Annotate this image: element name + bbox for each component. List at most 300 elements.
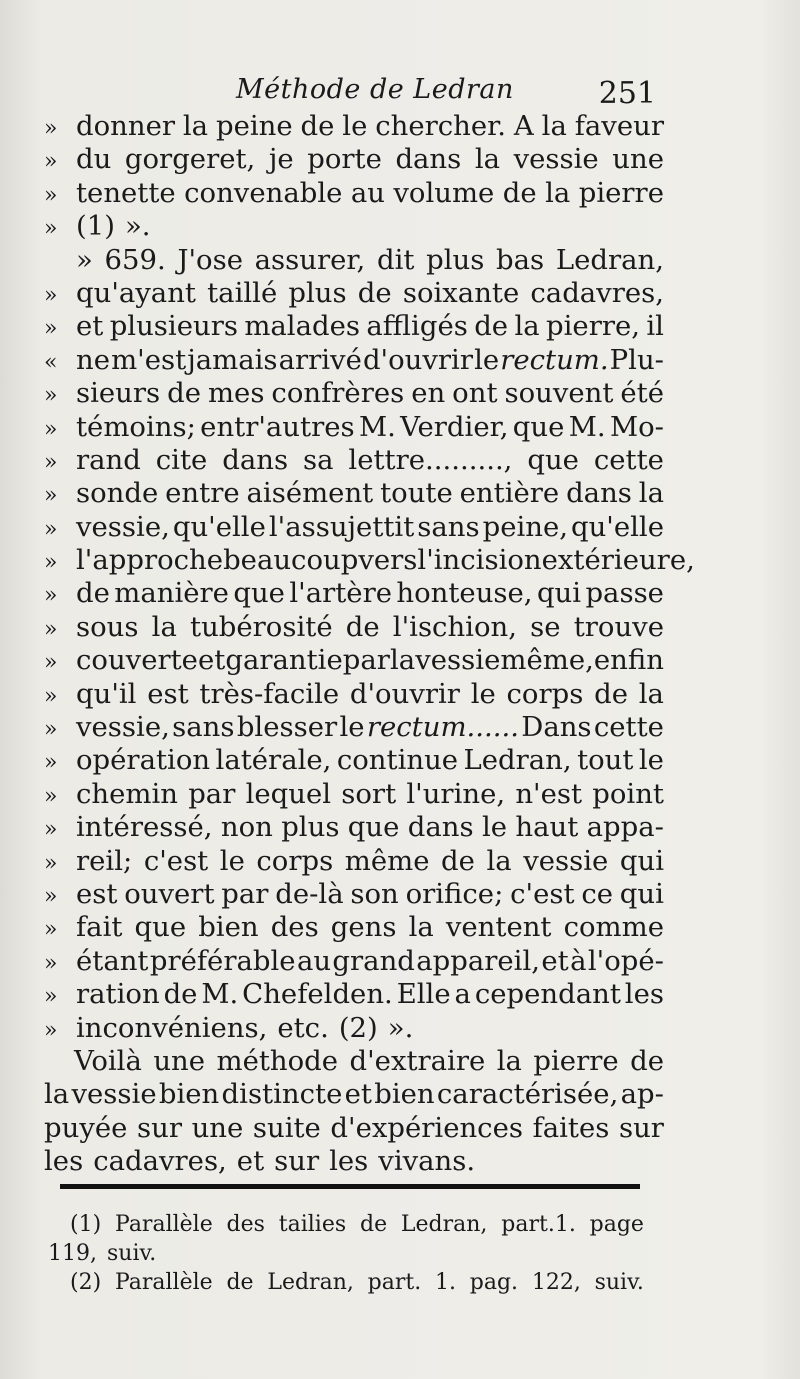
word: vivans. <box>378 1145 476 1178</box>
word: point <box>592 777 664 810</box>
word: que <box>134 911 187 944</box>
footnote-word: 122, <box>531 1270 581 1295</box>
quote-mark: » <box>44 1017 58 1043</box>
word: extérieure, <box>541 544 695 577</box>
word: entre <box>165 477 240 510</box>
word: se <box>530 610 561 643</box>
word: la <box>486 844 512 877</box>
line-text <box>76 878 664 911</box>
word: beaucoup <box>223 544 359 577</box>
word: cadavres, <box>530 276 664 309</box>
word: c'est <box>510 877 575 910</box>
word: corps <box>506 677 584 710</box>
text-line <box>44 678 664 711</box>
footnote-word: de <box>359 1212 388 1237</box>
quote-mark: » <box>44 416 58 442</box>
word: que <box>512 410 565 443</box>
word: chercher. <box>375 110 507 142</box>
word: de <box>502 176 537 209</box>
word: la <box>151 610 177 643</box>
word: blesser <box>236 711 338 744</box>
word: d'extraire <box>349 1044 486 1077</box>
word: le <box>342 110 368 142</box>
word: 659. <box>104 243 166 276</box>
word: pierre <box>533 1044 619 1077</box>
line-text <box>76 511 664 544</box>
word: des <box>270 911 319 944</box>
word: d'ouvrir <box>362 343 473 376</box>
word: de <box>441 844 475 877</box>
word: cette <box>593 443 664 476</box>
word: l'ischion, <box>392 610 517 643</box>
word: que <box>233 577 285 610</box>
line-text <box>76 110 664 143</box>
word: et <box>76 310 104 343</box>
word: ont <box>452 377 498 410</box>
word: peine, <box>482 510 568 543</box>
text-line <box>44 644 664 677</box>
word: M. <box>201 978 239 1011</box>
line-text <box>76 778 664 811</box>
word: entr'autres <box>200 410 355 443</box>
quote-mark: » <box>44 449 58 475</box>
text-line <box>44 177 664 210</box>
word: qui <box>619 844 664 877</box>
word: la <box>545 176 571 209</box>
word: Verdier, <box>400 410 509 443</box>
text-line <box>44 444 664 477</box>
word: est <box>76 877 118 910</box>
text-line <box>44 544 695 577</box>
word: (2) <box>338 1011 378 1044</box>
quote-mark: » <box>44 583 58 609</box>
text-line <box>44 978 664 1011</box>
word: plusieurs <box>109 310 238 343</box>
quote-mark: » <box>44 216 58 242</box>
word: porte <box>307 143 382 176</box>
quote-mark: » <box>44 149 58 175</box>
line-text <box>76 244 664 277</box>
word: affligés <box>366 310 468 343</box>
word: ce <box>581 877 613 910</box>
quote-mark: « <box>44 349 58 375</box>
line-text <box>76 344 664 377</box>
line-text <box>44 1045 664 1078</box>
text-line <box>44 611 664 644</box>
word: trouve <box>573 610 664 643</box>
word: non <box>220 811 273 844</box>
main-text <box>44 110 695 1179</box>
word: une <box>191 1111 244 1144</box>
word: dit <box>376 243 415 276</box>
word: Voilà <box>74 1044 142 1077</box>
word: Plu- <box>609 343 664 376</box>
word: faveur <box>574 110 664 142</box>
running-title: Méthode de Ledran <box>236 74 514 105</box>
word: même <box>344 844 430 877</box>
footnote-word: part.1. <box>501 1212 576 1237</box>
quote-mark: » <box>44 383 58 409</box>
line-text <box>44 1078 664 1111</box>
word: comme <box>563 911 664 944</box>
quote-mark: » <box>44 116 58 141</box>
word: souvent <box>504 377 614 410</box>
word: J'ose <box>177 243 243 276</box>
quote-mark: » <box>44 950 58 976</box>
word: manière <box>114 577 229 610</box>
text-line <box>44 411 664 444</box>
word: confrères <box>271 377 405 410</box>
quote-mark: » <box>44 883 58 909</box>
word: fait <box>76 911 123 944</box>
footnote-word: (1) <box>70 1212 102 1237</box>
text-line <box>44 110 664 143</box>
word: qui <box>619 877 664 910</box>
word: ». <box>387 1011 414 1044</box>
text-line <box>44 1078 664 1111</box>
footnote-word: de <box>226 1270 254 1295</box>
text-line <box>44 945 664 978</box>
text-line <box>44 1112 664 1145</box>
quote-mark: » <box>44 850 58 876</box>
line-text <box>76 177 664 210</box>
word: passe <box>585 577 664 610</box>
word: rand <box>76 443 141 476</box>
word: chemin <box>76 777 178 810</box>
line-text <box>76 310 664 343</box>
word: sieurs <box>76 377 161 410</box>
line-text <box>76 711 664 744</box>
word: plus <box>281 811 340 844</box>
text-line <box>44 811 664 844</box>
word: vessie <box>513 143 599 176</box>
line-text <box>76 911 664 944</box>
word: qu'ayant <box>76 276 196 309</box>
word: reil; <box>76 844 133 877</box>
word: d'ouvrir <box>349 677 460 710</box>
text-line <box>44 711 664 744</box>
word: et <box>541 944 569 977</box>
word: de <box>594 677 628 710</box>
word: grand <box>332 944 415 977</box>
word: qui <box>536 577 582 610</box>
line-text <box>76 411 664 444</box>
word: été <box>620 377 664 410</box>
word: vessie <box>415 644 501 677</box>
word: entière <box>459 477 560 510</box>
quote-mark: » <box>44 917 58 943</box>
word: de <box>300 110 335 142</box>
word: une <box>153 1044 206 1077</box>
word: sans <box>417 510 480 543</box>
word: qu'elle <box>570 510 664 543</box>
text-line <box>44 1145 664 1178</box>
footnote-word: tailies <box>278 1212 347 1237</box>
word: le <box>470 677 496 710</box>
word: méthode <box>216 1044 339 1077</box>
word: témoins; <box>76 410 196 443</box>
word: la <box>514 310 540 343</box>
word: vers <box>358 544 418 577</box>
line-text <box>76 945 664 978</box>
footnote-word: page <box>589 1212 644 1237</box>
word: (1) <box>76 210 115 243</box>
quote-mark: » <box>44 683 58 709</box>
line-text <box>76 1012 664 1045</box>
word: ration <box>76 978 160 1011</box>
word: à <box>570 944 587 977</box>
word: par <box>188 777 236 810</box>
word: de <box>630 1044 664 1077</box>
word: corps <box>256 844 334 877</box>
word: cette <box>593 711 664 744</box>
text-line <box>44 845 664 878</box>
word: qu'elle <box>172 510 266 543</box>
word: de <box>345 610 380 643</box>
footnotes <box>48 1210 644 1297</box>
word: Mo- <box>609 410 664 443</box>
word: même, <box>500 644 594 677</box>
word: peine <box>215 110 293 142</box>
text-line <box>44 344 664 377</box>
word: volume <box>393 176 495 209</box>
line-text <box>76 444 664 477</box>
word: l'artère <box>289 577 392 610</box>
word: assurer, <box>254 243 366 276</box>
word: par <box>221 877 269 910</box>
word: sonde <box>76 477 159 510</box>
text-line <box>44 511 664 544</box>
word: une <box>612 143 664 176</box>
word: sur <box>137 1111 182 1144</box>
word: préférable <box>149 944 296 977</box>
word: M. <box>568 410 606 443</box>
word: haut <box>515 811 579 844</box>
text-line <box>44 477 664 510</box>
word: malades <box>244 310 360 343</box>
word: la <box>44 1078 70 1111</box>
word: donner <box>76 110 176 142</box>
word: son <box>350 877 399 910</box>
word: Ledran, <box>555 243 664 276</box>
word: étant <box>76 944 149 977</box>
line-text <box>76 143 664 176</box>
word: opération <box>76 744 211 777</box>
footnote-word: part. <box>367 1270 422 1295</box>
word: de-là <box>275 877 344 910</box>
word: vessie <box>523 844 609 877</box>
word: cadavres, <box>93 1145 227 1178</box>
word: Chefelden. <box>242 978 393 1011</box>
word: de <box>76 577 110 610</box>
word: sans <box>172 711 235 744</box>
word: la <box>182 110 209 142</box>
quote-mark: » <box>44 717 58 743</box>
word: et <box>198 644 226 677</box>
quote-mark: » <box>44 282 58 308</box>
word: au <box>296 944 332 977</box>
word: ap- <box>620 1078 664 1111</box>
text-line <box>44 377 664 410</box>
word: taillé <box>207 276 278 309</box>
word: très-facile <box>199 677 340 710</box>
word: cite <box>155 443 208 476</box>
word: l'approche <box>76 544 224 577</box>
word: la <box>390 644 416 677</box>
word: cependant <box>474 978 621 1011</box>
word: gens <box>330 911 397 944</box>
text-line <box>44 1012 664 1045</box>
word: faites <box>532 1111 610 1144</box>
word: la <box>638 477 664 510</box>
line-text <box>76 477 664 510</box>
quote-mark: » <box>44 182 58 208</box>
word: pierre <box>578 176 664 209</box>
line-text <box>76 978 664 1011</box>
word: toute <box>380 477 453 510</box>
word: gorgeret, <box>124 143 256 176</box>
word: sur <box>618 1111 664 1144</box>
footnote-word: Parallèle <box>115 1212 213 1237</box>
word: tout <box>577 744 634 777</box>
word: couverte <box>76 644 198 677</box>
footnote-line <box>48 1268 644 1297</box>
word: l'assujettit <box>268 510 415 543</box>
line-text <box>44 1145 664 1178</box>
footnote-word: 119, <box>48 1241 97 1266</box>
word: et <box>236 1145 265 1178</box>
word: plus <box>288 276 347 309</box>
text-line <box>44 778 664 811</box>
word: » <box>76 243 93 276</box>
word: soixante <box>402 276 520 309</box>
word: la <box>408 911 434 944</box>
word: le <box>339 711 365 744</box>
footnote-word: Ledran, <box>400 1212 488 1237</box>
line-text <box>76 277 664 310</box>
quote-mark: » <box>44 483 58 509</box>
word: bas <box>496 243 545 276</box>
word: de <box>163 978 198 1011</box>
footnote-word: 1. <box>434 1270 456 1295</box>
line-text <box>76 611 664 644</box>
line-text <box>76 644 664 677</box>
word: enfin <box>593 644 664 677</box>
word: M. <box>358 410 396 443</box>
quote-mark: » <box>44 817 58 843</box>
word: au <box>350 176 385 209</box>
text-line <box>44 1045 664 1078</box>
line-text <box>76 678 664 711</box>
text-line <box>44 210 664 243</box>
text-line <box>44 878 664 911</box>
word: rectum. <box>500 343 609 376</box>
word: tubérosité <box>190 610 333 643</box>
footnote-word: Parallèle <box>114 1270 213 1295</box>
word: bien <box>374 1078 435 1111</box>
quote-mark: » <box>44 750 58 776</box>
word: honteuse, <box>396 577 533 610</box>
footnote-word: Ledran, <box>267 1270 354 1295</box>
word: du <box>76 143 112 176</box>
word: sur <box>274 1145 320 1178</box>
word: inconvéniens, <box>76 1011 268 1044</box>
text-line <box>44 244 664 277</box>
line-text <box>76 210 664 243</box>
text-line <box>44 277 664 310</box>
word: l'urine, <box>406 777 506 810</box>
word: que <box>347 811 400 844</box>
word: Dans <box>521 711 592 744</box>
text-line <box>44 143 664 176</box>
word: le <box>474 343 500 376</box>
word: bien <box>198 911 259 944</box>
word: dans <box>407 811 474 844</box>
word: dans <box>566 477 632 510</box>
footnote-word: suiv. <box>594 1270 644 1295</box>
word: Elle <box>396 978 451 1011</box>
word: sa <box>302 443 334 476</box>
quote-mark: » <box>44 616 58 642</box>
line-text <box>44 1112 664 1145</box>
line-text <box>76 577 664 610</box>
word: distincte <box>221 1078 343 1111</box>
word: rectum...... <box>366 711 519 744</box>
word: m'est <box>111 343 187 376</box>
line-text <box>76 544 695 577</box>
footnote-word: pag. <box>469 1270 519 1295</box>
word: est <box>147 677 189 710</box>
word: que <box>527 443 579 476</box>
word: l'incision <box>417 544 542 577</box>
word: qu'il <box>76 677 137 710</box>
word: de <box>167 377 202 410</box>
word: en <box>411 377 446 410</box>
word: lettre........., <box>348 443 513 476</box>
quote-mark: » <box>44 316 58 342</box>
text-line <box>44 577 664 610</box>
word: dans <box>222 443 289 476</box>
word: ventent <box>445 911 552 944</box>
word: sous <box>76 610 139 643</box>
word: ne <box>76 343 110 376</box>
word: mes <box>207 377 265 410</box>
quote-mark: » <box>44 984 58 1010</box>
word: arrivé <box>278 343 362 376</box>
word: la <box>474 143 501 176</box>
word: puyée <box>44 1111 128 1144</box>
footnote-word: suiv. <box>106 1241 157 1266</box>
word: la <box>496 1044 522 1077</box>
word: continue <box>336 744 459 777</box>
quote-mark: » <box>44 650 58 676</box>
word: dans <box>395 143 462 176</box>
word: il <box>646 310 664 343</box>
word: et <box>344 1078 372 1111</box>
footnote-word: des <box>226 1212 265 1237</box>
word: la <box>541 110 567 142</box>
word: les <box>44 1145 84 1178</box>
quote-mark: » <box>44 516 58 542</box>
footnote-line <box>48 1210 644 1239</box>
word: pierre, <box>546 310 640 343</box>
word: les <box>624 978 664 1011</box>
line-text <box>76 744 664 777</box>
word: le <box>219 844 245 877</box>
line-text <box>76 811 664 844</box>
word: n'est <box>515 777 583 810</box>
word: A <box>513 110 534 142</box>
